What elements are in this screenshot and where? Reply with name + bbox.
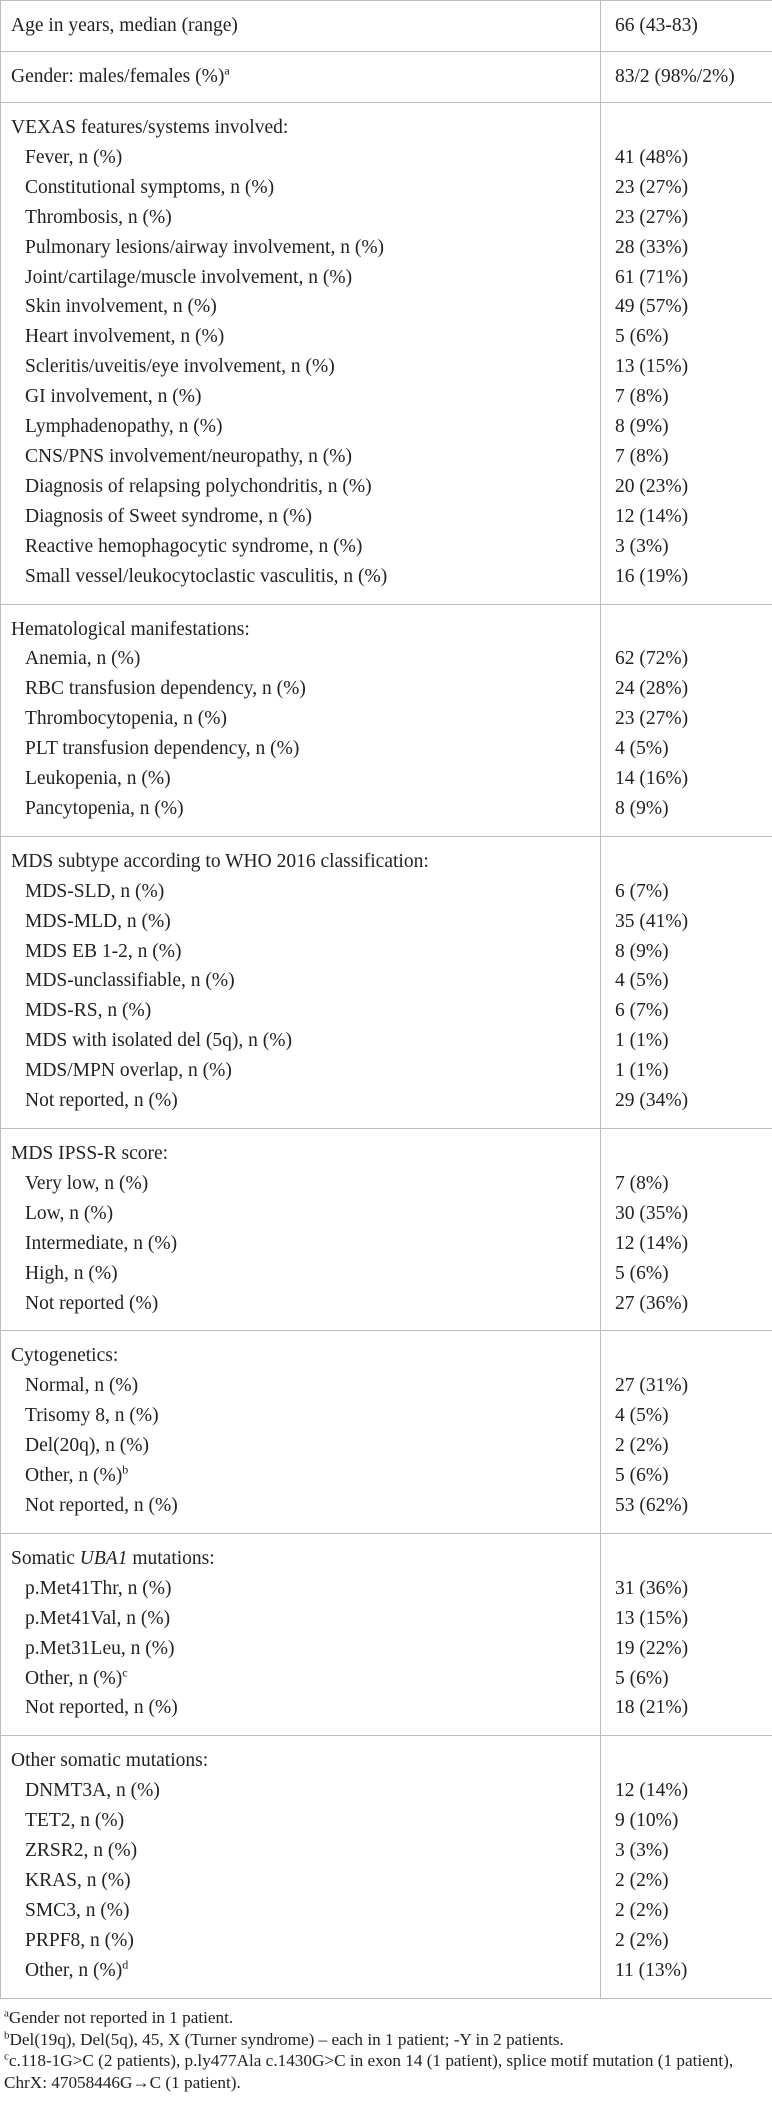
gender-label: Gender: males/females (%) [11,66,225,87]
section-value-cell [601,1331,772,1533]
list-item-label: p.Met31Leu, n (%) [25,1637,175,1659]
list-item-label: MDS-MLD, n (%) [25,910,171,932]
list-item-label-text: Other, n (%) [25,1667,123,1689]
table-row [1,1331,772,1533]
list-item-label: Reactive hemophagocytic syndrome, n (%) [25,535,363,557]
section-title-suffix: mutations: [127,1547,215,1569]
list-item-label: Small vessel/leukocytoclastic vasculitis, n (%) [25,565,388,587]
list-item-value: 7 (8%) [615,445,669,467]
list-item-value: 4 (5%) [615,1405,669,1427]
list-item-label: KRAS, n (%) [25,1869,131,1891]
list-item-label: Del(20q), n (%) [25,1435,149,1457]
list-item-label: Not reported, n (%) [25,1697,178,1719]
list-item-label: Heart involvement, n (%) [25,326,225,348]
list-item-value: 5 (6%) [615,326,669,348]
footnote-mark: d [122,1957,129,1972]
footnote-mark: a [4,2007,9,2020]
list-item-value: 23 (27%) [615,206,689,228]
row-gender [1,52,772,103]
footnote-mark: c [122,1665,128,1679]
list-item-label: p.Met41Val, n (%) [25,1607,171,1629]
list-item-label: GI involvement, n (%) [25,386,202,408]
row-label-cell [1,52,601,103]
footnote-mark: c [4,2050,9,2063]
section-value-cell [601,1129,772,1331]
list-item-label: TET2, n (%) [25,1810,125,1832]
list-item-value: 5 (6%) [615,1262,669,1284]
list-item-value: 5 (6%) [615,1667,669,1689]
footnote-text: c.118-1G>C (2 patients), p.ly477Ala c.1430G>C in exon 14 (1 patient), splice motif mutation (1 patient), ChrX: 47058446G→C (1 patient). [4,2051,734,2093]
section-title: Cytogenetics: [11,1345,119,1367]
list-item-label: Leukopenia, n (%) [25,768,171,790]
table-row [1,1129,772,1331]
list-item-value: 12 (14%) [615,505,689,527]
section-value-cell [601,1533,772,1735]
list-item-value: 5 (6%) [615,1465,669,1487]
table-footnotes [4,2007,768,2094]
table-row [1,103,772,605]
row-value-cell [601,1,772,52]
list-item-label: MDS-RS, n (%) [25,1000,152,1022]
list-item-label: Intermediate, n (%) [25,1232,178,1254]
list-item-value: 30 (35%) [615,1202,689,1224]
list-item-value: 8 (9%) [615,797,669,819]
list-item-label: Pancytopenia, n (%) [25,797,184,819]
list-item-value: 1 (1%) [615,1060,669,1082]
section-cytogenetics [1,1331,772,1533]
section-label-cell [1,836,601,1128]
section-value-cell [601,1736,772,1998]
list-item-value: 13 (15%) [615,356,689,378]
section-title: Other somatic mutations: [11,1750,209,1772]
list-item-value: 7 (8%) [615,1172,669,1194]
section-title: MDS subtype according to WHO 2016 classification: [11,850,429,872]
list-item-value: 1 (1%) [615,1030,669,1052]
list-item-value: 27 (31%) [615,1375,689,1397]
list-item-label: Anemia, n (%) [25,648,141,670]
list-item-label: DNMT3A, n (%) [25,1780,160,1802]
section-label-cell [1,1331,601,1533]
list-item-label: Very low, n (%) [25,1172,149,1194]
table-row [1,1736,772,1998]
footnote-mark: a [224,63,230,78]
list-item-label: CNS/PNS involvement/neuropathy, n (%) [25,445,352,467]
footnote [4,2007,768,2029]
list-item-label: Trisomy 8, n (%) [25,1405,159,1427]
list-item-label: PLT transfusion dependency, n (%) [25,738,300,760]
list-item-label-text: Other, n (%) [25,1959,123,1981]
list-item-value: 8 (9%) [615,416,669,438]
list-item-label: p.Met41Thr, n (%) [25,1577,172,1599]
list-item-value: 41 (48%) [615,146,689,168]
list-item-label: Joint/cartilage/muscle involvement, n (%) [25,266,353,288]
section-label-cell [1,103,601,605]
section-title: Hematological manifestations: [11,618,250,640]
list-item-value: 23 (27%) [615,708,689,730]
list-item-label: Not reported, n (%) [25,1090,178,1112]
table-row [1,836,772,1128]
table-row [1,1,772,52]
list-item-label: Constitutional symptoms, n (%) [25,176,275,198]
age-label: Age in years, median (range) [11,15,238,36]
list-item-label: Thrombocytopenia, n (%) [25,708,227,730]
list-item-value: 8 (9%) [615,940,669,962]
list-item-value: 23 (27%) [615,176,689,198]
list-item-label: RBC transfusion dependency, n (%) [25,678,306,700]
footnote [4,2050,768,2093]
section-value-cell [601,836,772,1128]
row-age [1,1,772,52]
list-item-value: 28 (33%) [615,236,689,258]
list-item-label: Normal, n (%) [25,1375,139,1397]
section-value-cell [601,103,772,605]
list-item-value: 49 (57%) [615,296,689,318]
list-item-label: MDS-SLD, n (%) [25,880,165,902]
footnote [4,2029,768,2051]
list-item-value: 53 (62%) [615,1494,689,1516]
section-label-cell [1,1129,601,1331]
list-item-label: Skin involvement, n (%) [25,296,217,318]
row-label-cell [1,1,601,52]
section-title: VEXAS features/systems involved: [11,117,289,138]
section-hematological [1,604,772,836]
row-value-cell [601,52,772,103]
list-item-value: 7 (8%) [615,386,669,408]
list-item-label: Lymphadenopathy, n (%) [25,416,223,438]
list-item-label: Diagnosis of Sweet syndrome, n (%) [25,505,313,527]
list-item-value: 29 (34%) [615,1090,689,1112]
list-item-label: MDS-unclassifiable, n (%) [25,970,235,992]
section-label-cell [1,1736,601,1998]
list-item-label: Thrombosis, n (%) [25,206,172,228]
section-title: MDS IPSS-R score: [11,1143,169,1164]
list-item-label: Not reported, n (%) [25,1494,178,1516]
list-item-label: PRPF8, n (%) [25,1929,134,1951]
list-item-value: 2 (2%) [615,1929,669,1951]
table-row [1,604,772,836]
section-vexas [1,103,772,605]
section-other-mutations [1,1736,772,1998]
list-item-value: 35 (41%) [615,910,689,932]
gender-value: 83/2 (98%/2%) [615,66,735,87]
list-item-value: 4 (5%) [615,970,669,992]
list-item-label: MDS EB 1-2, n (%) [25,940,182,962]
section-uba1-mutations [1,1533,772,1735]
list-item-label: SMC3, n (%) [25,1899,130,1921]
list-item-label: Fever, n (%) [25,146,123,168]
list-item-value: 16 (19%) [615,565,689,587]
list-item-value: 18 (21%) [615,1697,689,1719]
list-item-value: 20 (23%) [615,475,689,497]
age-value: 66 (43-83) [615,15,698,36]
section-value-cell [601,604,772,836]
list-item-value: 13 (15%) [615,1607,689,1629]
list-item-label: Diagnosis of relapsing polychondritis, n (%) [25,475,372,497]
list-item-value: 4 (5%) [615,738,669,760]
footnote-mark: b [4,2028,10,2041]
footnote-mark: b [122,1462,129,1477]
list-item-value: 19 (22%) [615,1637,689,1659]
table-row [1,1533,772,1735]
list-item-label [11,1664,600,1694]
list-item-label-text: Other, n (%) [25,1465,123,1487]
list-item-value: 11 (13%) [615,1959,688,1981]
footnote-text: Gender not reported in 1 patient. [8,2008,234,2027]
footnote-text: Del(19q), Del(5q), 45, X (Turner syndrome) – each in 1 patient; -Y in 2 patients. [9,2029,564,2049]
list-item-value: 9 (10%) [615,1810,679,1832]
list-item-label [11,1461,600,1491]
section-title-prefix: Somatic [11,1547,80,1569]
list-item-value: 61 (71%) [615,266,689,288]
section-mds-subtype [1,836,772,1128]
list-item-label [11,1956,600,1986]
list-item-label: Low, n (%) [25,1202,114,1224]
list-item-value: 6 (7%) [615,1000,669,1022]
list-item-value: 12 (14%) [615,1232,689,1254]
list-item-label: MDS/MPN overlap, n (%) [25,1060,232,1082]
list-item-value: 14 (16%) [615,768,689,790]
section-ipss-r [1,1129,772,1331]
list-item-label: Scleritis/uveitis/eye involvement, n (%) [25,356,335,378]
list-item-value: 31 (36%) [615,1577,689,1599]
list-item-value: 12 (14%) [615,1780,689,1802]
section-title [11,1544,600,1574]
list-item-value: 3 (3%) [615,1840,669,1862]
section-label-cell [1,604,601,836]
list-item-value: 27 (36%) [615,1292,689,1314]
list-item-value: 2 (2%) [615,1435,669,1457]
list-item-label: ZRSR2, n (%) [25,1840,138,1862]
list-item-value: 3 (3%) [615,535,669,557]
list-item-value: 2 (2%) [615,1899,669,1921]
list-item-value: 6 (7%) [615,880,669,902]
list-item-value: 62 (72%) [615,648,689,670]
section-label-cell [1,1533,601,1735]
list-item-value: 2 (2%) [615,1869,669,1891]
list-item-label: Not reported (%) [25,1292,159,1314]
gene-name: UBA1 [79,1547,128,1569]
list-item-value: 24 (28%) [615,678,689,700]
list-item-label: High, n (%) [25,1262,118,1284]
table-row [1,52,772,103]
list-item-label: MDS with isolated del (5q), n (%) [25,1030,293,1052]
list-item-label: Pulmonary lesions/airway involvement, n (%) [25,236,385,258]
